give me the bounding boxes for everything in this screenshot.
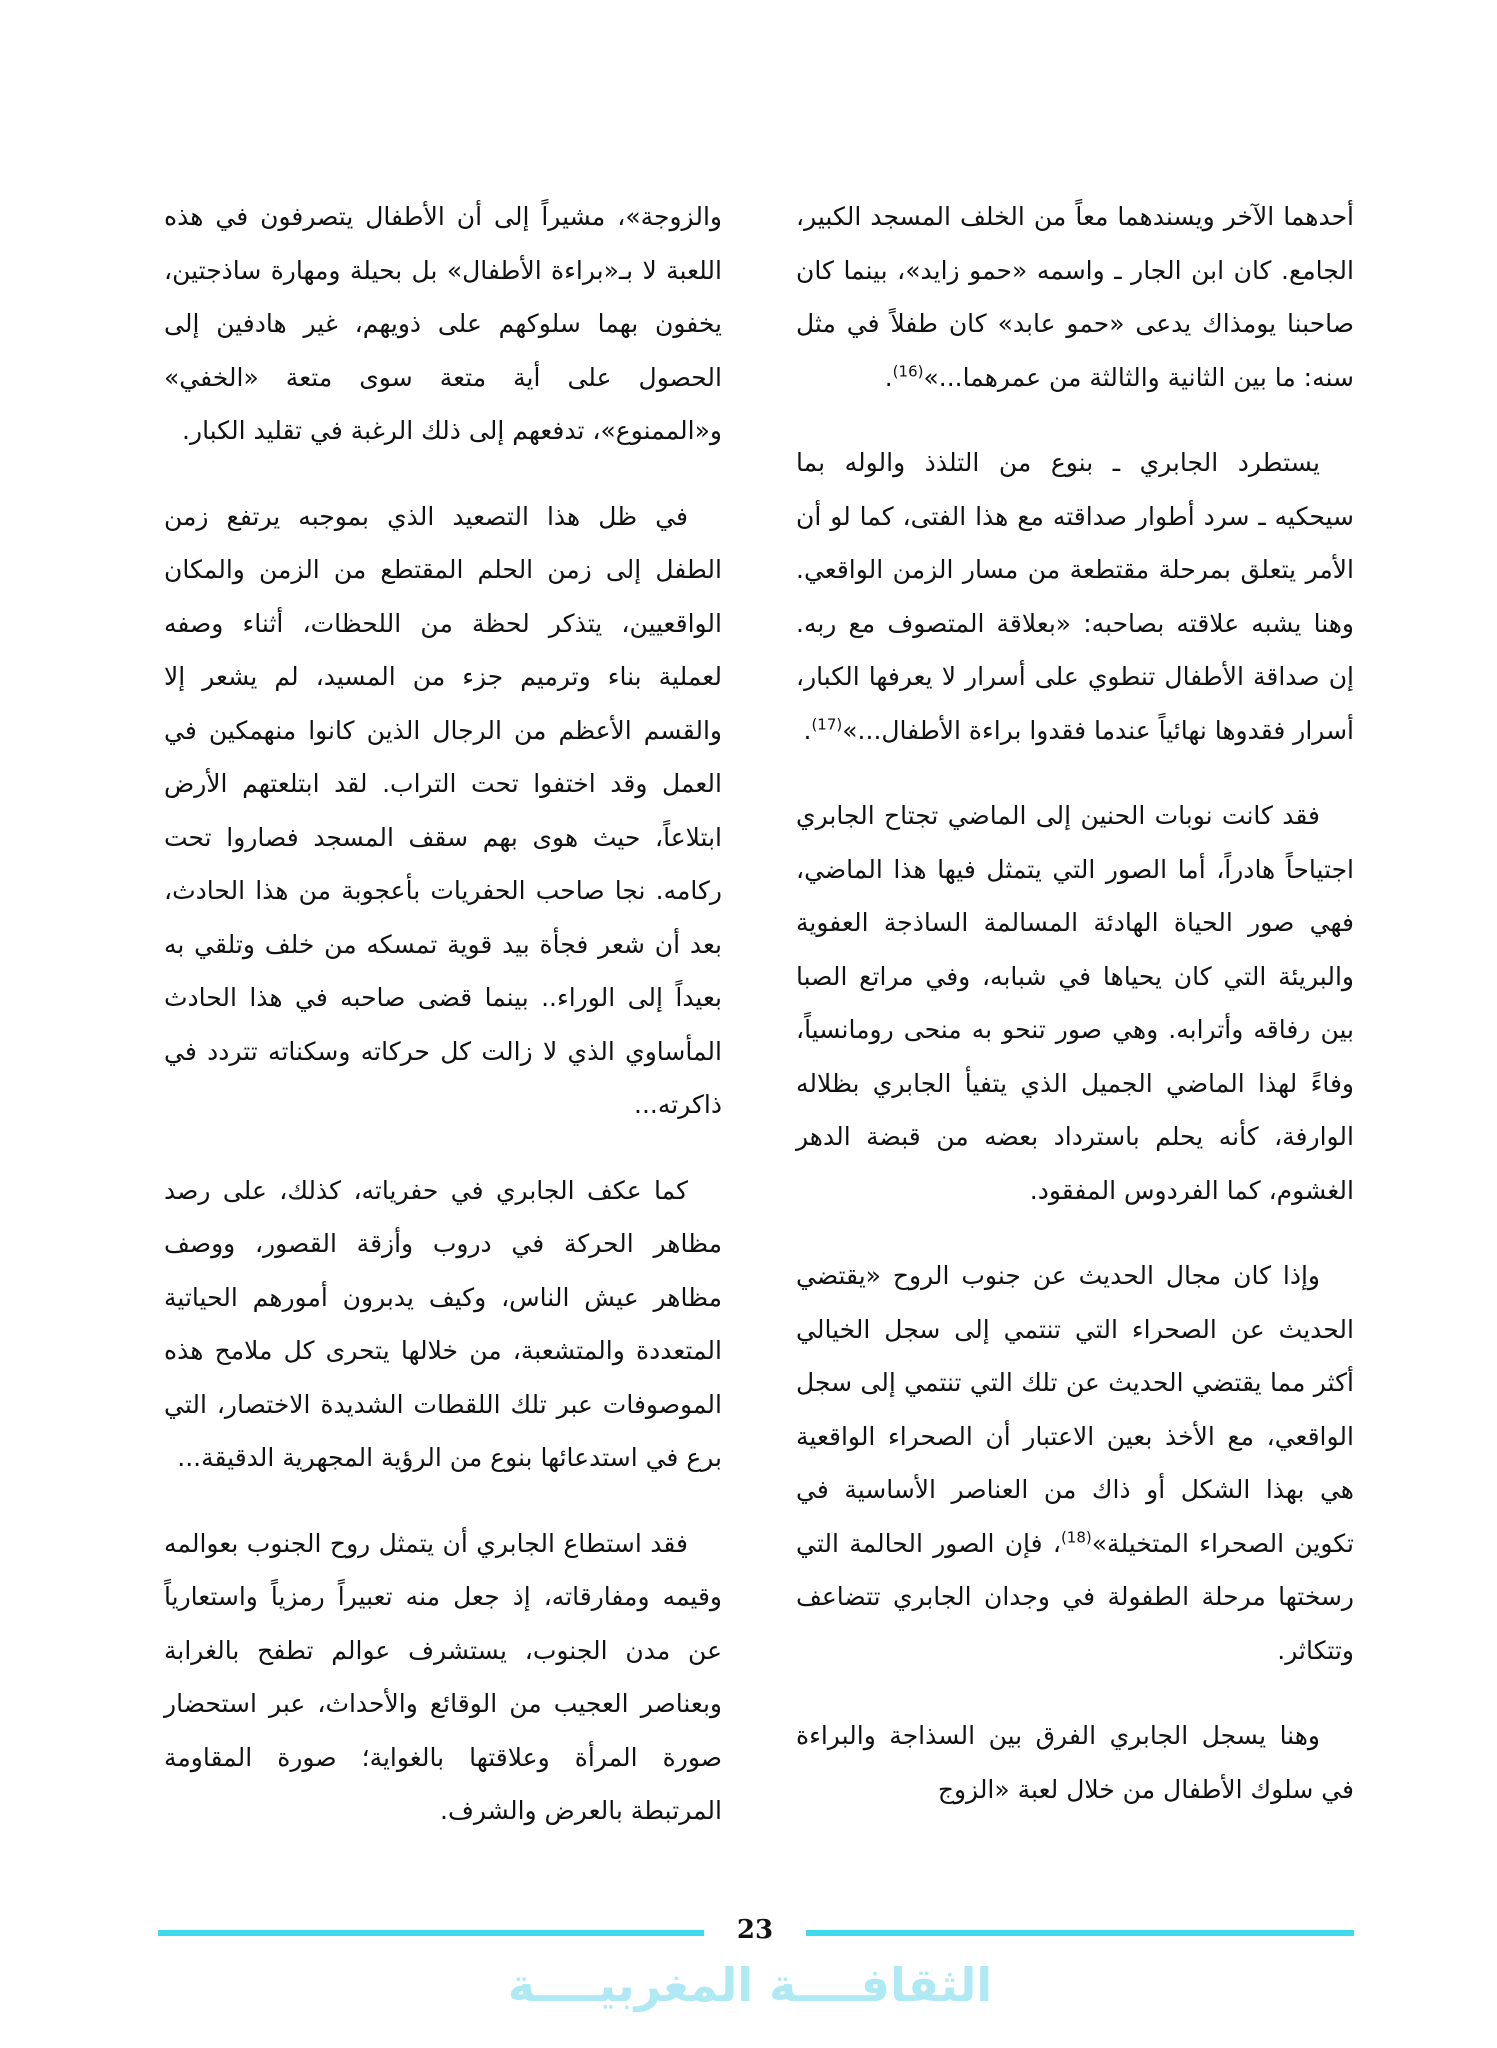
magazine-title: الثقافــــة المغربيــــة — [507, 1958, 993, 2012]
footnote-ref: (16) — [892, 362, 924, 381]
footer-divider-right — [806, 1930, 1354, 1936]
footnote-ref: (18) — [1060, 1528, 1092, 1547]
paragraph: فقد كانت نوبات الحنين إلى الماضي تجتاح الجابري اجتياحاً هادراً، أما الصور التي يتمثل فيها هذا الماضي، فهي صور الحياة الهادئة المسالمة الساذجة العفوية والبريئة التي كان يحياها في شبابه، وفي مراتع الصبا بين رفاقه وأترابه. وهي صور تنحو به منحى رومانسياً، وفاءً لهذا الماضي الجميل الذي يتفيأ الجابري بظلاله الوارفة، كأنه يحلم باسترداد بعضه من قبضة الدهر الغشوم، كما الفردوس المفقود. — [796, 801, 1354, 1205]
paragraph: وهنا يسجل الجابري الفرق بين السذاجة والبراءة في سلوك الأطفال من خلال لعبة «الزوج — [796, 1721, 1354, 1804]
paragraph: والزوجة»، مشيراً إلى أن الأطفال يتصرفون في هذه اللعبة لا بـ«براءة الأطفال» بل بحيلة ومهارة ساذجتين، يخفون بهما سلوكهم على ذويهم، غير هادفين إلى الحصول على أية متعة سوى متعة «الخفي» و«الممنوع»، تدفعهم إلى ذلك الرغبة في تقليد الكبار. — [164, 202, 722, 445]
paragraph: وإذا كان مجال الحديث عن جنوب الروح «يقتضي الحديث عن الصحراء التي تنتمي إلى سجل الخيالي أكثر مما يقتضي الحديث عن تلك التي تنتمي إلى سجل الواقعي، مع الأخذ بعين الاعتبار أن الصحراء الواقعية هي بهذا الشكل أو ذاك من العناصر الأساسية في تكوين الصحراء المتخيلة»$^{(18)}$، فإن الصور الحالمة التي رسختها مرحلة الطفولة في وجدان الجابري تتضاعف وتتكاثر. — [796, 1261, 1354, 1665]
footnote-ref: (17) — [811, 715, 843, 734]
page-number: 23 — [736, 1915, 774, 1945]
text-column-left — [164, 190, 722, 1870]
text-column-right — [796, 190, 1354, 1848]
paragraph: يستطرد الجابري ـ بنوع من التلذذ والوله بما سيحكيه ـ سرد أطوار صداقته مع هذا الفتى، كما لو أن الأمر يتعلق بمرحلة مقتطعة من مسار الزمن الواقعي. وهنا يشبه علاقته بصاحبه: «بعلاقة المتصوف مع ربه. إن صداقة الأطفال تنطوي على أسرار لا يعرفها الكبار، أسرار فقدوها نهائياً عندما فقدوا براءة الأطفال...»$^{(17)}$. — [796, 448, 1354, 745]
footer-divider-left — [158, 1930, 704, 1936]
paragraph: أحدهما الآخر ويسندهما معاً من الخلف المسجد الكبير، الجامع. كان ابن الجار ـ واسمه «حمو زايد»، بينما كان صاحبنا يومذاك يدعى «حمو عابد» كان طفلاً في مثل سنه: ما بين الثانية والثالثة من عمرهما...»$^{(16)}$. — [796, 202, 1354, 392]
paragraph: في ظل هذا التصعيد الذي بموجبه يرتفع زمن الطفل إلى زمن الحلم المقتطع من الزمن والمكان الواقعيين، يتذكر لحظة من اللحظات، أثناء وصفه لعملية بناء وترميم جزء من المسيد، لم يشعر إلا والقسم الأعظم من الرجال الذين كانوا منهمكين في العمل وقد اختفوا تحت التراب. لقد ابتلعتهم الأرض ابتلاعاً، حيث هوى بهم سقف المسجد فصاروا تحت ركامه. نجا صاحب الحفريات بأعجوبة من هذا الحادث، بعد أن شعر فجأة بيد قوية تمسكه من خلف وتلقي به بعيداً إلى الوراء.. بينما قضى صاحبه في هذا الحادث المأساوي الذي لا زالت كل حركاته وسكناته تتردد في ذاكرته... — [164, 501, 722, 1119]
paragraph: فقد استطاع الجابري أن يتمثل روح الجنوب بعوالمه وقيمه ومفارقاته، إذ جعل منه تعبيراً رمزياً واستعارياً عن مدن الجنوب، يستشرف عوالم تطفح بالغرابة وبعناصر العجيب من الوقائع والأحداث، عبر استحضار صورة المرأة وعلاقتها بالغواية؛ صورة المقاومة المرتبطة بالعرض والشرف. — [164, 1528, 722, 1825]
paragraph: كما عكف الجابري في حفرياته، كذلك، على رصد مظاهر الحركة في دروب وأزقة القصور، ووصف مظاهر عيش الناس، وكيف يدبرون أمورهم الحياتية المتعددة والمتشعبة، من خلالها يتحرى كل ملامح هذه الموصوفات عبر تلك اللقطات الشديدة الاختصار، التي برع في استدعائها بنوع من الرؤية المجهرية الدقيقة... — [164, 1175, 722, 1472]
